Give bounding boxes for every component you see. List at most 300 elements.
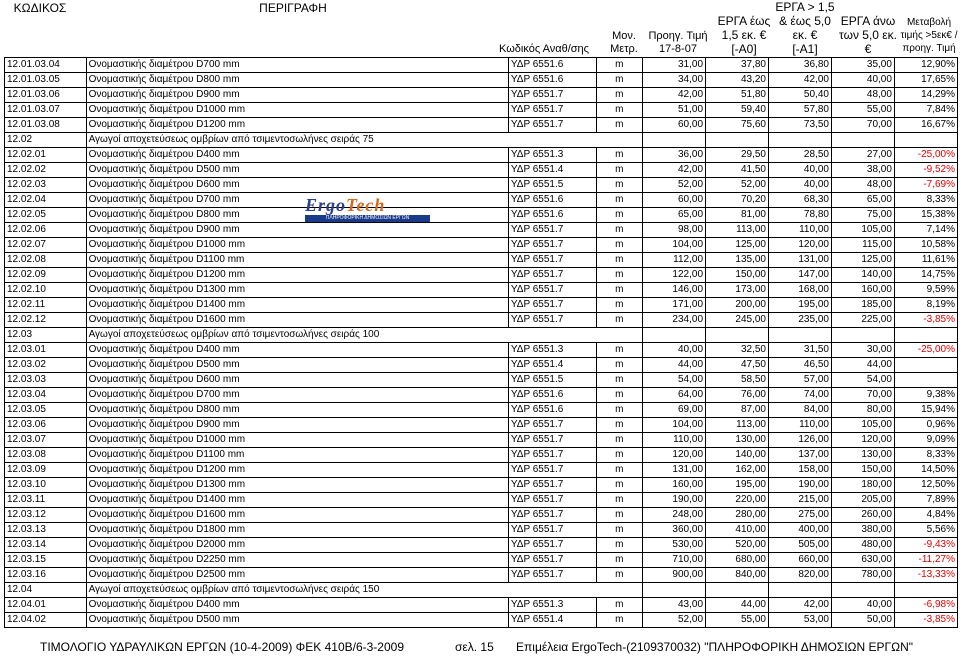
cell-code: 12.02.08 (5, 253, 87, 268)
cell-code: 12.02.09 (5, 268, 87, 283)
cell-prev (643, 328, 706, 343)
cell-price-a0: 59,40 (706, 103, 769, 118)
cell-change: -3,85% (894, 613, 957, 628)
cell-change: 11,61% (894, 253, 957, 268)
cell-code: 12.01.03.07 (5, 103, 87, 118)
cell-price-a0: 55,00 (706, 613, 769, 628)
cell-price-a0: 140,00 (706, 448, 769, 463)
table-row (5, 418, 958, 433)
cell-change: 8,33% (894, 193, 957, 208)
cell-analysis-code: ΥΔΡ 6551.6 (508, 403, 596, 418)
cell-price-a0: 70,20 (706, 193, 769, 208)
table-row (5, 88, 958, 103)
cell-prev-price: 131,00 (643, 463, 706, 478)
cell-description: Ονομαστικής διαμέτρου D800 mm (86, 208, 508, 223)
cell-unit: m (596, 598, 642, 613)
cell-description: Ονομαστικής διαμέτρου D700 mm (86, 193, 508, 208)
cell-price-a0: 220,00 (706, 493, 769, 508)
header-unit-line2: Μετρ. (610, 43, 638, 55)
cell-price-a1: 28,50 (768, 148, 831, 163)
cell-prev-price: 40,00 (643, 343, 706, 358)
cell-price-over: 35,00 (831, 58, 894, 73)
cell-price-a1: 660,00 (768, 553, 831, 568)
table-row (5, 373, 958, 388)
cell-price-a1: 40,00 (768, 163, 831, 178)
cell-price-over: 480,00 (831, 538, 894, 553)
cell-price-a1: 400,00 (768, 523, 831, 538)
cell-unit: m (596, 553, 642, 568)
cell-price-a0: 113,00 (706, 418, 769, 433)
cell-change (894, 358, 957, 373)
cell-over (831, 328, 894, 343)
cell-price-a1: 195,00 (768, 298, 831, 313)
table-row (5, 178, 958, 193)
cell-description: Ονομαστικής διαμέτρου D900 mm (86, 223, 508, 238)
cell-prev (643, 133, 706, 148)
cell-analysis-code: ΥΔΡ 6551.6 (508, 58, 596, 73)
cell-prev-price: 60,00 (643, 193, 706, 208)
cell-price-a0: 29,50 (706, 148, 769, 163)
cell-unit: m (596, 103, 642, 118)
cell-description: Ονομαστικής διαμέτρου D1200 mm (86, 268, 508, 283)
cell-change: -25,00% (894, 343, 957, 358)
footer-credit: Επιμέλεια ErgoTech-(2109370032) "ΠΛΗΡΟΦΟΡΙΚΗ ΔΗΜΟΣΙΩΝ ΕΡΓΩΝ" (516, 640, 914, 654)
table-row (5, 553, 958, 568)
cell-price-a0: 113,00 (706, 223, 769, 238)
cell-price-over: 105,00 (831, 223, 894, 238)
cell-analysis-code: ΥΔΡ 6551.7 (508, 463, 596, 478)
cell-price-a0: 58,50 (706, 373, 769, 388)
cell-description: Ονομαστικής διαμέτρου D400 mm (86, 598, 508, 613)
header-over-line2: των 5,0 εκ. (839, 28, 897, 42)
cell-change: 15,94% (894, 403, 957, 418)
cell-change: 9,59% (894, 283, 957, 298)
cell-prev-price: 52,00 (643, 178, 706, 193)
cell-prev-price: 42,00 (643, 163, 706, 178)
cell-prev-price: 60,00 (643, 118, 706, 133)
cell-a1 (768, 328, 831, 343)
cell-code: 12.03.16 (5, 568, 87, 583)
cell-analysis-code: ΥΔΡ 6551.7 (508, 118, 596, 133)
cell-price-a0: 52,00 (706, 178, 769, 193)
table-row (5, 223, 958, 238)
cell-code: 12.02.07 (5, 238, 87, 253)
cell-unit: m (596, 568, 642, 583)
price-table (4, 57, 958, 628)
cell-change: 14,29% (894, 88, 957, 103)
cell-price-over: 225,00 (831, 313, 894, 328)
cell-prev-price: 190,00 (643, 493, 706, 508)
table-row (5, 268, 958, 283)
cell-prev-price: 530,00 (643, 538, 706, 553)
cell-change: 7,89% (894, 493, 957, 508)
cell-code: 12.02.11 (5, 298, 87, 313)
cell-unit: m (596, 73, 642, 88)
cell-unit: m (596, 388, 642, 403)
cell-unit: m (596, 268, 642, 283)
cell-change: 15,38% (894, 208, 957, 223)
cell-description: Ονομαστικής διαμέτρου D800 mm (86, 73, 508, 88)
cell-code: 12.04.01 (5, 598, 87, 613)
table-row (5, 208, 958, 223)
cell-price-over: 75,00 (831, 208, 894, 223)
cell-analysis-code: ΥΔΡ 6551.7 (508, 523, 596, 538)
cell-price-over: 140,00 (831, 268, 894, 283)
cell-change: -7,69% (894, 178, 957, 193)
header-unit-line1: Μον. (612, 30, 636, 42)
cell-description: Ονομαστικής διαμέτρου D1000 mm (86, 433, 508, 448)
cell-code: 12.02.06 (5, 223, 87, 238)
cell-analysis-code: ΥΔΡ 6551.4 (508, 613, 596, 628)
table-row (5, 598, 958, 613)
cell-analysis-code: ΥΔΡ 6551.7 (508, 553, 596, 568)
cell-code: 12.03.13 (5, 523, 87, 538)
cell-change: 4,84% (894, 508, 957, 523)
cell-price-over: 48,00 (831, 178, 894, 193)
header-a0-line3: [-Α0] (731, 42, 757, 56)
cell-description: Ονομαστικής διαμέτρου D1000 mm (86, 103, 508, 118)
cell-price-a1: 126,00 (768, 433, 831, 448)
cell-description: Ονομαστικής διαμέτρου D1200 mm (86, 118, 508, 133)
cell-unit: m (596, 373, 642, 388)
cell-analysis-code: ΥΔΡ 6551.7 (508, 283, 596, 298)
cell-unit: m (596, 88, 642, 103)
table-row (5, 538, 958, 553)
table-row (5, 253, 958, 268)
cell-price-over: 38,00 (831, 163, 894, 178)
header-a0-line1: ΕΡΓΑ έως (717, 14, 771, 28)
cell-change: 7,14% (894, 223, 957, 238)
table-row (5, 343, 958, 358)
cell-unit: m (596, 493, 642, 508)
cell-section-title: Αγωγοί αποχετεύσεως ομβρίων από τσιμεντοσωλήνες σειράς 75 (86, 133, 642, 148)
cell-unit: m (596, 433, 642, 448)
cell-price-a0: 51,80 (706, 88, 769, 103)
table-row (5, 493, 958, 508)
cell-price-a0: 81,00 (706, 208, 769, 223)
cell-code: 12.03.01 (5, 343, 87, 358)
footer-title: ΤΙΜΟΛΟΓΙΟ ΥΔΡΑΥΛΙΚΩΝ ΕΡΓΩΝ (10-4-2009) ΦΕΚ 410Β/6-3-2009 (40, 640, 404, 654)
cell-code: 12.02.12 (5, 313, 87, 328)
cell-price-a0: 125,00 (706, 238, 769, 253)
cell-analysis-code: ΥΔΡ 6551.7 (508, 418, 596, 433)
header-change-line2: τιμής >5εκ€ / (900, 30, 958, 41)
cell-code: 12.02.01 (5, 148, 87, 163)
cell-price-a0: 173,00 (706, 283, 769, 298)
cell-description: Ονομαστικής διαμέτρου D1300 mm (86, 478, 508, 493)
cell-description: Ονομαστικής διαμέτρου D1400 mm (86, 493, 508, 508)
cell-analysis-code: ΥΔΡ 6551.7 (508, 298, 596, 313)
cell-unit: m (596, 538, 642, 553)
table-row (5, 388, 958, 403)
cell-a0 (706, 133, 769, 148)
table-row (5, 163, 958, 178)
cell-description: Ονομαστικής διαμέτρου D400 mm (86, 343, 508, 358)
cell-code: 12.02.10 (5, 283, 87, 298)
cell-description: Ονομαστικής διαμέτρου D500 mm (86, 163, 508, 178)
cell-prev-price: 31,00 (643, 58, 706, 73)
cell-description: Ονομαστικής διαμέτρου D600 mm (86, 373, 508, 388)
cell-code: 12.02.03 (5, 178, 87, 193)
cell-change: 12,50% (894, 478, 957, 493)
cell-code: 12.03.11 (5, 493, 87, 508)
cell-unit: m (596, 613, 642, 628)
cell-code: 12.03.09 (5, 463, 87, 478)
cell-code: 12.03 (5, 328, 87, 343)
cell-analysis-code: ΥΔΡ 6551.7 (508, 253, 596, 268)
cell-unit: m (596, 358, 642, 373)
cell-price-a1: 84,00 (768, 403, 831, 418)
cell-change: -9,52% (894, 163, 957, 178)
cell-section-title: Αγωγοί αποχετεύσεως ομβρίων από τσιμεντοσωλήνες σειράς 100 (86, 328, 642, 343)
cell-description: Ονομαστικής διαμέτρου D1000 mm (86, 238, 508, 253)
cell-description: Ονομαστικής διαμέτρου D700 mm (86, 388, 508, 403)
cell-code: 12.02.05 (5, 208, 87, 223)
cell-price-a0: 32,50 (706, 343, 769, 358)
cell-change: -3,85% (894, 313, 957, 328)
cell-price-a1: 131,00 (768, 253, 831, 268)
cell-description: Ονομαστικής διαμέτρου D900 mm (86, 418, 508, 433)
cell-price-a0: 135,00 (706, 253, 769, 268)
cell-prev-price: 34,00 (643, 73, 706, 88)
cell-prev-price: 65,00 (643, 208, 706, 223)
table-row (5, 523, 958, 538)
section-row (5, 328, 958, 343)
cell-unit: m (596, 448, 642, 463)
cell-price-a1: 820,00 (768, 568, 831, 583)
cell-price-a0: 47,50 (706, 358, 769, 373)
table-row (5, 58, 958, 73)
cell-price-over: 40,00 (831, 73, 894, 88)
header-a1-line1: ΕΡΓΑ > 1,5 (775, 0, 835, 14)
cell-prev-price: 52,00 (643, 613, 706, 628)
cell-description: Ονομαστικής διαμέτρου D1400 mm (86, 298, 508, 313)
cell-change: 10,58% (894, 238, 957, 253)
cell-description: Ονομαστικής διαμέτρου D1100 mm (86, 448, 508, 463)
cell-prev-price: 98,00 (643, 223, 706, 238)
cell-price-a1: 190,00 (768, 478, 831, 493)
cell-prev-price: 146,00 (643, 283, 706, 298)
cell-change: 8,33% (894, 448, 957, 463)
cell-change (894, 373, 957, 388)
cell-prev-price: 69,00 (643, 403, 706, 418)
cell-over (831, 133, 894, 148)
cell-code: 12.03.07 (5, 433, 87, 448)
cell-price-a1: 68,30 (768, 193, 831, 208)
cell-analysis-code: ΥΔΡ 6551.7 (508, 238, 596, 253)
cell-price-over: 70,00 (831, 118, 894, 133)
cell-change: 16,67% (894, 118, 957, 133)
table-row (5, 148, 958, 163)
cell-price-a0: 840,00 (706, 568, 769, 583)
cell-analysis-code: ΥΔΡ 6551.7 (508, 508, 596, 523)
cell-analysis-code: ΥΔΡ 6551.3 (508, 148, 596, 163)
cell-change: 14,50% (894, 463, 957, 478)
header-prev-price-line1: Προηγ. Τιμή (648, 30, 708, 42)
cell-unit: m (596, 463, 642, 478)
table-row (5, 478, 958, 493)
cell-description: Ονομαστικής διαμέτρου D600 mm (86, 178, 508, 193)
cell-analysis-code: ΥΔΡ 6551.7 (508, 448, 596, 463)
cell-prev-price: 122,00 (643, 268, 706, 283)
cell-analysis-code: ΥΔΡ 6551.6 (508, 73, 596, 88)
cell-price-a0: 41,50 (706, 163, 769, 178)
cell-price-a1: 50,40 (768, 88, 831, 103)
cell-prev-price: 64,00 (643, 388, 706, 403)
header-change-line3: προηγ. Τιμή (902, 43, 956, 54)
cell-change: -25,00% (894, 148, 957, 163)
cell-prev-price: 900,00 (643, 568, 706, 583)
header-description: ΠΕΡΙΓΡΑΦΗ (259, 1, 327, 15)
cell-price-over: 205,00 (831, 493, 894, 508)
cell-price-a0: 200,00 (706, 298, 769, 313)
cell-price-a1: 42,00 (768, 598, 831, 613)
table-row (5, 103, 958, 118)
cell-prev-price: 42,00 (643, 88, 706, 103)
cell-a1 (768, 133, 831, 148)
cell-description: Ονομαστικής διαμέτρου D1800 mm (86, 523, 508, 538)
cell-a0 (706, 583, 769, 598)
cell-prev-price: 120,00 (643, 448, 706, 463)
cell-unit: m (596, 508, 642, 523)
ergotech-logo: ErgoTech ΠΛΗΡΟΦΟΡΙΚΗ ΔΗΜΟΣΙΩΝ ΕΡΓΩΝ (305, 196, 430, 222)
cell-price-over: 630,00 (831, 553, 894, 568)
table-row (5, 118, 958, 133)
cell-description: Ονομαστικής διαμέτρου D900 mm (86, 88, 508, 103)
cell-price-over: 70,00 (831, 388, 894, 403)
cell-change: 5,56% (894, 523, 957, 538)
cell-price-a0: 76,00 (706, 388, 769, 403)
cell-unit: m (596, 148, 642, 163)
cell-price-a0: 520,00 (706, 538, 769, 553)
cell-code: 12.02.04 (5, 193, 87, 208)
cell-unit: m (596, 418, 642, 433)
cell-price-a1: 147,00 (768, 268, 831, 283)
cell-analysis-code: ΥΔΡ 6551.7 (508, 568, 596, 583)
cell-prev-price: 44,00 (643, 358, 706, 373)
cell-description: Ονομαστικής διαμέτρου D1300 mm (86, 283, 508, 298)
table-row (5, 238, 958, 253)
cell-price-over: 30,00 (831, 343, 894, 358)
cell-price-a1: 120,00 (768, 238, 831, 253)
cell-analysis-code: ΥΔΡ 6551.7 (508, 313, 596, 328)
cell-code: 12.03.05 (5, 403, 87, 418)
table-row (5, 508, 958, 523)
cell-price-over: 180,00 (831, 478, 894, 493)
cell-unit: m (596, 118, 642, 133)
cell-unit: m (596, 238, 642, 253)
cell-analysis-code: ΥΔΡ 6551.7 (508, 478, 596, 493)
cell-prev-price: 710,00 (643, 553, 706, 568)
cell-prev-price: 234,00 (643, 313, 706, 328)
cell-change: 0,96% (894, 418, 957, 433)
cell-unit: m (596, 298, 642, 313)
table-row (5, 283, 958, 298)
cell-code: 12.03.02 (5, 358, 87, 373)
cell-analysis-code: ΥΔΡ 6551.4 (508, 358, 596, 373)
cell-change: 9,38% (894, 388, 957, 403)
cell-price-a1: 31,50 (768, 343, 831, 358)
cell-unit: m (596, 208, 642, 223)
cell-price-over: 54,00 (831, 373, 894, 388)
cell-analysis-code: ΥΔΡ 6551.6 (508, 208, 596, 223)
table-row (5, 403, 958, 418)
section-row (5, 133, 958, 148)
cell-change: -11,27% (894, 553, 957, 568)
cell-code: 12.04 (5, 583, 87, 598)
cell-prev-price: 54,00 (643, 373, 706, 388)
table-row (5, 358, 958, 373)
cell-price-over: 185,00 (831, 298, 894, 313)
cell-price-a1: 110,00 (768, 418, 831, 433)
cell-analysis-code: ΥΔΡ 6551.4 (508, 163, 596, 178)
cell-a0 (706, 328, 769, 343)
cell-code: 12.04.02 (5, 613, 87, 628)
cell-description: Ονομαστικής διαμέτρου D1100 mm (86, 253, 508, 268)
cell-change: 7,84% (894, 103, 957, 118)
cell-analysis-code: ΥΔΡ 6551.5 (508, 178, 596, 193)
cell-price-a1: 168,00 (768, 283, 831, 298)
cell-analysis-code: ΥΔΡ 6551.6 (508, 388, 596, 403)
cell-prev-price: 104,00 (643, 418, 706, 433)
cell-analysis-code: ΥΔΡ 6551.7 (508, 223, 596, 238)
cell-prev-price: 36,00 (643, 148, 706, 163)
cell-analysis-code: ΥΔΡ 6551.5 (508, 373, 596, 388)
cell-change: 12,90% (894, 58, 957, 73)
cell-unit: m (596, 313, 642, 328)
cell-price-over: 130,00 (831, 448, 894, 463)
cell-unit: m (596, 178, 642, 193)
cell-price-a1: 57,80 (768, 103, 831, 118)
cell-price-a0: 162,00 (706, 463, 769, 478)
cell-price-a1: 275,00 (768, 508, 831, 523)
cell-code: 12.03.03 (5, 373, 87, 388)
cell-unit: m (596, 523, 642, 538)
cell-code: 12.03.06 (5, 418, 87, 433)
cell-price-a0: 37,80 (706, 58, 769, 73)
table-row (5, 613, 958, 628)
cell-prev-price: 160,00 (643, 478, 706, 493)
cell-price-a0: 280,00 (706, 508, 769, 523)
cell-price-a0: 410,00 (706, 523, 769, 538)
cell-description: Ονομαστικής διαμέτρου D2500 mm (86, 568, 508, 583)
cell-price-a1: 53,00 (768, 613, 831, 628)
cell-price-a1: 73,50 (768, 118, 831, 133)
cell-price-over: 120,00 (831, 433, 894, 448)
cell-change (894, 328, 957, 343)
cell-code: 12.02.02 (5, 163, 87, 178)
cell-change (894, 583, 957, 598)
cell-price-over: 150,00 (831, 463, 894, 478)
cell-price-a1: 57,00 (768, 373, 831, 388)
cell-price-a0: 44,00 (706, 598, 769, 613)
cell-analysis-code: ΥΔΡ 6551.7 (508, 103, 596, 118)
cell-price-a0: 75,60 (706, 118, 769, 133)
table-row (5, 463, 958, 478)
cell-description: Ονομαστικής διαμέτρου D1200 mm (86, 463, 508, 478)
cell-price-over: 48,00 (831, 88, 894, 103)
cell-code: 12.03.08 (5, 448, 87, 463)
cell-price-over: 40,00 (831, 598, 894, 613)
cell-prev-price: 112,00 (643, 253, 706, 268)
cell-code: 12.03.12 (5, 508, 87, 523)
cell-price-over: 50,00 (831, 613, 894, 628)
cell-prev-price: 104,00 (643, 238, 706, 253)
cell-change: 8,19% (894, 298, 957, 313)
cell-unit: m (596, 343, 642, 358)
cell-change: 14,75% (894, 268, 957, 283)
cell-price-over: 380,00 (831, 523, 894, 538)
